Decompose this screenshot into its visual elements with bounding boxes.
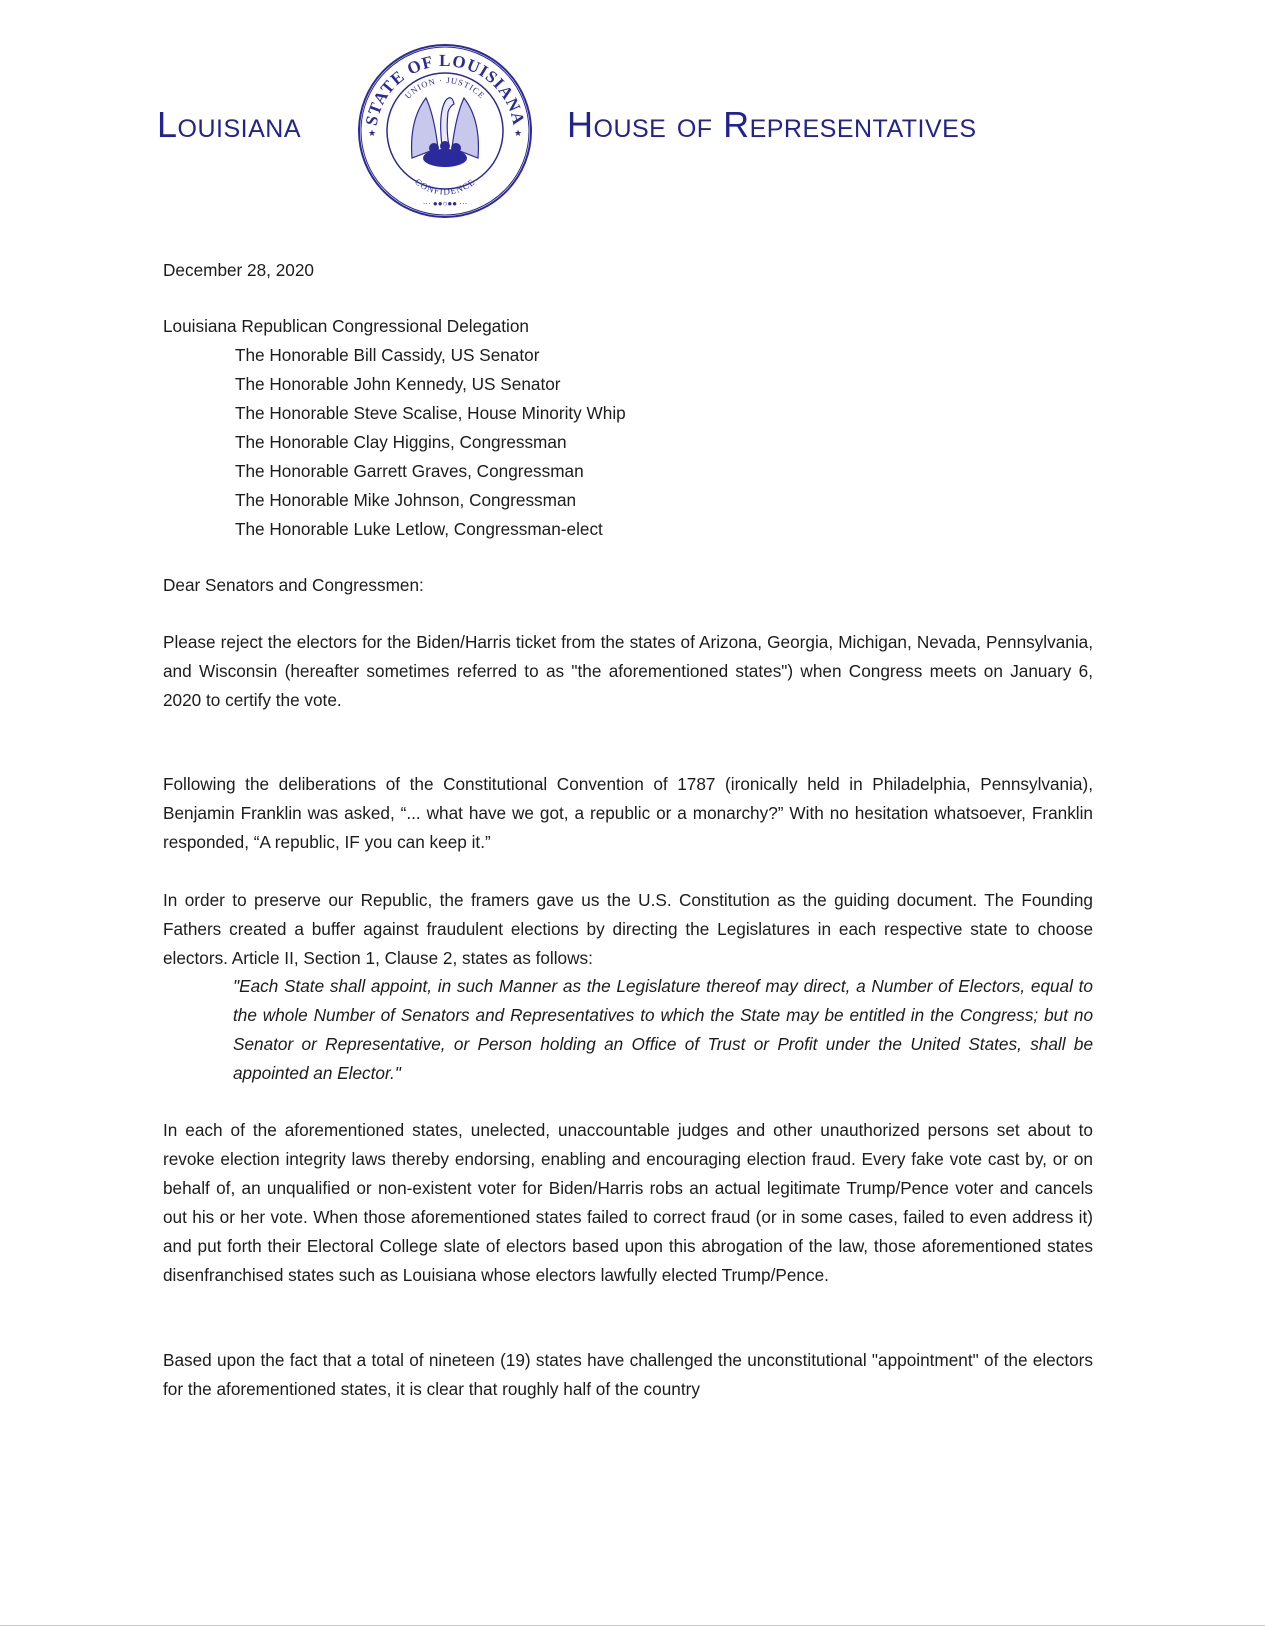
addressee-list (235, 341, 626, 544)
paragraph-franklin: Following the deliberations of the Constitutional Convention of 1787 (ironically held in Philadelphia, Pennsylvania), Benjamin Franklin was asked, “... what have we got, a republic or a monarchy?” With no hesitation whatsoever, Franklin responded, “A republic, IF you can keep it.” (163, 774, 1093, 852)
paragraph-reject-electors: Please reject the electors for the Biden/Harris ticket from the states of Arizona, Georgia, Michigan, Nevada, Pennsylvania, and Wisconsin (hereafter sometimes referred to as "the aforementioned states") when Congress meets on January 6, 2020 to certify the vote. (163, 632, 1093, 710)
letterhead-house-of-representatives: House of Representatives (567, 104, 977, 145)
addressee: The Honorable Mike Johnson, Congressman (235, 490, 577, 510)
addressee-group: Louisiana Republican Congressional Delegation (163, 316, 529, 336)
paragraph-aforementioned-states: In each of the aforementioned states, unelected, unaccountable judges and other unauthorized persons set about to revoke election integrity laws thereby endorsing, enabling and encouraging election fraud. Every fake vote cast by, or on behalf of, an unqualified or non-existent voter for Biden/Harris robs an actual legitimate Trump/Pence voter and cancels out his or her vote. When those aforementioned states failed to correct fraud (or in some cases, failed to even address it) and put forth their Electoral College slate of electors based upon this abrogation of the law, those aforementioned states disenfranchised states such as Louisiana whose electors lawfully elected Trump/Pence. (163, 1120, 1093, 1285)
salutation: Dear Senators and Congressmen: (163, 575, 424, 595)
letter-date: December 28, 2020 (163, 260, 314, 280)
addressee: The Honorable Bill Cassidy, US Senator (235, 345, 540, 365)
svg-text:CONFIDENCE: CONFIDENCE (413, 176, 477, 197)
page-bottom-edge (0, 1625, 1265, 1626)
svg-text:UNION · JUSTICE: UNION · JUSTICE (402, 75, 488, 101)
svg-text:STATE OF LOUISIANA: STATE OF LOUISIANA (361, 50, 529, 128)
letterhead-louisiana: Louisiana (157, 104, 301, 145)
addressee: The Honorable Luke Letlow, Congressman-elect (235, 519, 603, 539)
louisiana-state-seal-icon (354, 40, 536, 222)
paragraph-constitution: In order to preserve our Republic, the framers gave us the U.S. Constitution as the guiding document. The Founding Fathers created a buffer against fraudulent elections by directing the Legislatures in each respective state to choose electors. Article II, Section 1, Clause 2, states as follows: (163, 890, 1093, 968)
constitution-quote: "Each State shall appoint, in such Manner as the Legislature thereof may direct, a Number of Electors, equal to the whole Number of Senators and Representatives to which the State may be entitled in the Congress; but no Senator or Representative, or Person holding an Office of Trust or Profit under the United States, shall be appointed an Elector." (233, 976, 1093, 1083)
addressee: The Honorable Steve Scalise, House Minority Whip (235, 403, 626, 423)
svg-text:★: ★ (368, 128, 377, 138)
svg-text:··· ●●○●● ···: ··· ●●○●● ··· (422, 199, 468, 208)
svg-text:★: ★ (514, 128, 523, 138)
letterhead (0, 40, 1265, 230)
addressee: The Honorable Clay Higgins, Congressman (235, 432, 567, 452)
paragraph-nineteen-states: Based upon the fact that a total of nineteen (19) states have challenged the unconstitutional "appointment" of the electors for the aforementioned states, it is clear that roughly half of the country (163, 1350, 1093, 1399)
addressee: The Honorable John Kennedy, US Senator (235, 374, 561, 394)
addressee: The Honorable Garrett Graves, Congressman (235, 461, 584, 481)
